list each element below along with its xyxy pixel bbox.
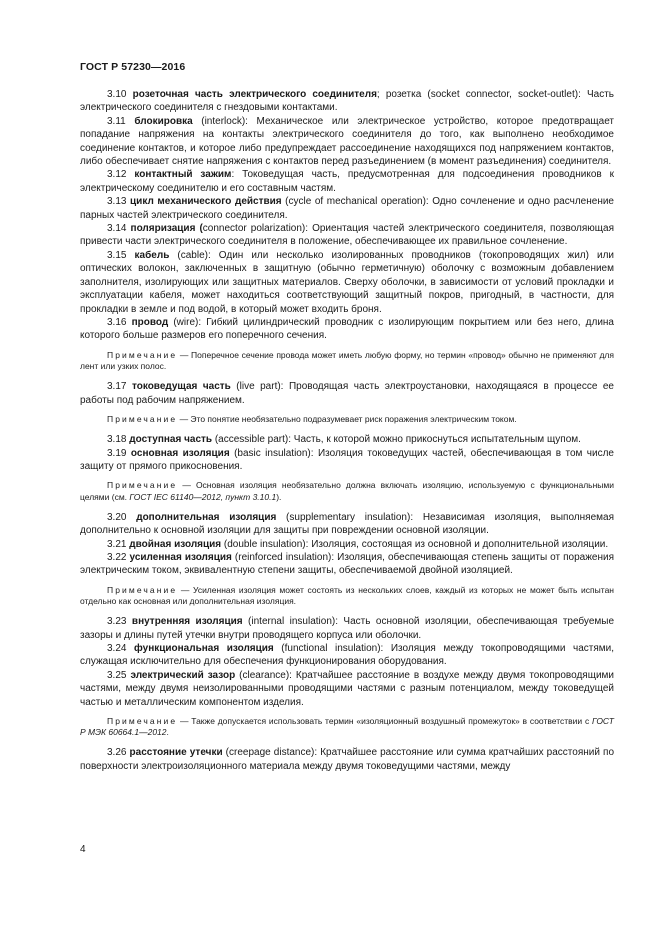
note-label: Примечание bbox=[107, 584, 178, 595]
term: двойная изоляция bbox=[129, 538, 222, 550]
term: усиленная изоляция bbox=[129, 551, 232, 563]
entry-number: 3.18 bbox=[107, 434, 127, 446]
note-text: — Поперечное сечение провода может иметь любую форму, но термин «провод» обычно не применяют для лент или узких полос. bbox=[80, 349, 614, 371]
term: токоведущая часть bbox=[131, 381, 231, 393]
note-3-25 bbox=[80, 716, 614, 738]
entry-number: 3.22 bbox=[107, 551, 127, 563]
entry-number: 3.25 bbox=[107, 669, 127, 681]
note-text: — Это понятие необязательно подразумевает риск поражения электрическим током. bbox=[177, 413, 517, 424]
entry-number: 3.13 bbox=[107, 196, 127, 208]
definition-3-15 bbox=[80, 249, 614, 316]
page-number: 4 bbox=[80, 844, 86, 855]
term: основная изоляция bbox=[130, 447, 230, 459]
definition-3-20 bbox=[80, 511, 614, 538]
definition-text: (functional insulation): Изоляция между токопроводящими частями, служащая исключительно для обеспечения функционирования оборудования. bbox=[80, 643, 614, 668]
definitions-list bbox=[80, 88, 614, 773]
entry-number: 3.24 bbox=[107, 643, 127, 655]
definition-text: (supplementary insulation): Независимая изоляция, выполняемая дополнительно к основной изоляции для защиты при повреждении основной изоляции. bbox=[80, 511, 614, 537]
entry-number: 3.12 bbox=[107, 169, 127, 181]
definition-3-23 bbox=[80, 615, 614, 642]
note-tail: ). bbox=[276, 491, 282, 502]
entry-number: 3.17 bbox=[107, 381, 127, 393]
definition-3-21 bbox=[80, 538, 614, 551]
definition-text: (accessible part): Часть, к которой можно прикоснуться испытательным щупом. bbox=[212, 434, 581, 446]
term: провод bbox=[131, 316, 169, 328]
term: расстояние утечки bbox=[129, 747, 223, 759]
note-3-19 bbox=[80, 480, 614, 502]
entry-number: 3.19 bbox=[107, 447, 127, 459]
note-reference: ГОСТ IEC 61140—2012, пункт 3.10.1 bbox=[129, 491, 277, 502]
definition-3-12 bbox=[80, 168, 614, 195]
term: внутренняя изоляция bbox=[131, 616, 243, 628]
note-label: Примечание bbox=[107, 349, 178, 360]
note-text: — Также допускается использовать термин «изоляционный воздушный промежуток» в соответствии с bbox=[177, 716, 592, 727]
entry-number: 3.14 bbox=[107, 223, 127, 235]
definition-3-24 bbox=[80, 642, 614, 669]
definition-3-26 bbox=[80, 746, 614, 773]
entry-number: 3.11 bbox=[107, 115, 126, 127]
term: функциональная изоляция bbox=[134, 643, 274, 655]
definition-text: (creepage distance): Кратчайшее расстояние или сумма кратчайших расстояний по поверхности электроизоляционного материала между двумя токоведущими частями, между bbox=[80, 747, 615, 772]
definition-text: (double insulation): Изоляция, состоящая из основной и дополнительной изоляции. bbox=[221, 538, 609, 550]
definition-text: (wire): Гибкий цилиндрический проводник с изолирующим покрытием или без него, длина которого больше размеров его поперечного сечения. bbox=[80, 316, 614, 342]
note-3-22 bbox=[80, 585, 614, 607]
note-3-16 bbox=[80, 350, 614, 372]
term: блокировка bbox=[134, 115, 193, 127]
definition-3-16 bbox=[80, 316, 614, 343]
definition-3-13 bbox=[80, 195, 614, 222]
definition-text: (clearance): Кратчайшее расстояние в воздухе между двумя токопроводящими частями, между двумя неизолированными проводящими частями с разным потенциалом, между токоведущей частью и металлическим компонентом изделия. bbox=[80, 669, 614, 708]
definition-text: (reinforced insulation): Изоляция, обеспечивающая степень защиты от поражения электрическим током, эквивалентную степени защиты, обеспечиваемой двойной изоляцией. bbox=[80, 551, 615, 577]
definition-3-11 bbox=[80, 115, 614, 169]
definition-text: : Токоведущая часть, предусмотренная для подсоединения проводников к электрическому соединителю и его составным частям. bbox=[80, 169, 614, 194]
term: поляризация ( bbox=[130, 223, 203, 235]
term: доступная часть bbox=[129, 434, 213, 446]
standard-designation: ГОСТ Р 57230—2016 bbox=[80, 61, 186, 73]
definition-3-19 bbox=[80, 447, 614, 474]
entry-number: 3.26 bbox=[107, 747, 127, 759]
definition-text: (basic insulation): Изоляция токоведущих частей, обеспечивающая в том числе защиту от прямого прикосновения. bbox=[80, 447, 614, 472]
note-tail: . bbox=[166, 727, 169, 738]
term: дополнительная изоляция bbox=[136, 511, 277, 523]
term: кабель bbox=[134, 249, 170, 261]
note-text: — Основная изоляция необязательно должна включать изоляцию, используемую с функциональными целями (см. bbox=[80, 480, 614, 502]
definition-text: (live part): Проводящая часть электроустановки, находящаяся в процессе ее работы под рабочим напряжением. bbox=[80, 381, 614, 406]
definition-3-18 bbox=[80, 433, 614, 446]
entry-number: 3.23 bbox=[107, 616, 127, 628]
definition-text: (interlock): Механическое или электрическое устройство, которое предотвращает попадание напряжения на контакты электрического соединителя до того, как выполнено необходимое соединение контактов, и которое либо предупреждает рассоединение находящихся под напряжением контактов, либо обеспечивает снятие напряжения с контактов перед разъединением (в момент разъединения) соединителя. bbox=[80, 115, 614, 168]
definition-text: (cycle of mechanical operation): Одно сочленение и одно расчленение парных частей электрического соединителя. bbox=[80, 196, 614, 221]
definition-3-22 bbox=[80, 551, 614, 578]
term: контактный зажим bbox=[134, 169, 232, 181]
definition-text: ; розетка (socket connector, socket-outlet): Часть электрического соединителя с гнездовыми контактами. bbox=[80, 89, 614, 114]
entry-number: 3.20 bbox=[107, 511, 127, 523]
definition-3-25 bbox=[80, 669, 614, 709]
definition-text: (cable): Один или несколько изолированных проводников (токопроводящих жил) или оптических волокон, заключенных в защитную (обычно герметичную) оболочку с возможным добавлением заполнителя, изолирующих или защитных материалов. Сверху оболочки, в зависимости от условий прокладки и эксплуатации кабеля, может находиться соответствующий защитный покров, пригодный, в частности, для прокладки в земле и под водой, в который может входить броня. bbox=[80, 249, 615, 315]
definition-3-17 bbox=[80, 380, 614, 407]
definition-3-14 bbox=[80, 222, 614, 249]
entry-number: 3.16 bbox=[107, 316, 127, 328]
note-text: — Усиленная изоляция может состоять из нескольких слоев, каждый из которых не может быть испытан отдельно как основная или дополнительная изоляция. bbox=[80, 584, 614, 606]
note-label: Примечание bbox=[107, 480, 178, 491]
note-label: Примечание bbox=[107, 716, 178, 727]
term: розеточная часть электрического соединителя bbox=[132, 89, 377, 100]
note-3-17 bbox=[80, 414, 614, 425]
entry-number: 3.21 bbox=[107, 538, 127, 550]
term: электрический зазор bbox=[130, 669, 236, 681]
definition-3-10 bbox=[80, 88, 614, 115]
note-label: Примечание bbox=[107, 413, 178, 424]
term: цикл механического действия bbox=[130, 196, 282, 208]
entry-number: 3.15 bbox=[107, 249, 127, 261]
definition-text: connector polarization): Ориентация частей электрического соединителя, позволяющая привести части электрического соединителя в положение, обеспечивающее их правильное сочленение. bbox=[80, 223, 614, 248]
definition-text: (internal insulation): Часть основной изоляции, обеспечивающая требуемые зазоры и длины путей утечки внутри проводящего корпуса или оболочки. bbox=[80, 616, 615, 641]
entry-number: 3.10 bbox=[107, 89, 127, 100]
note-reference: ГОСТ Р МЭК 60664.1—2012 bbox=[80, 716, 614, 738]
